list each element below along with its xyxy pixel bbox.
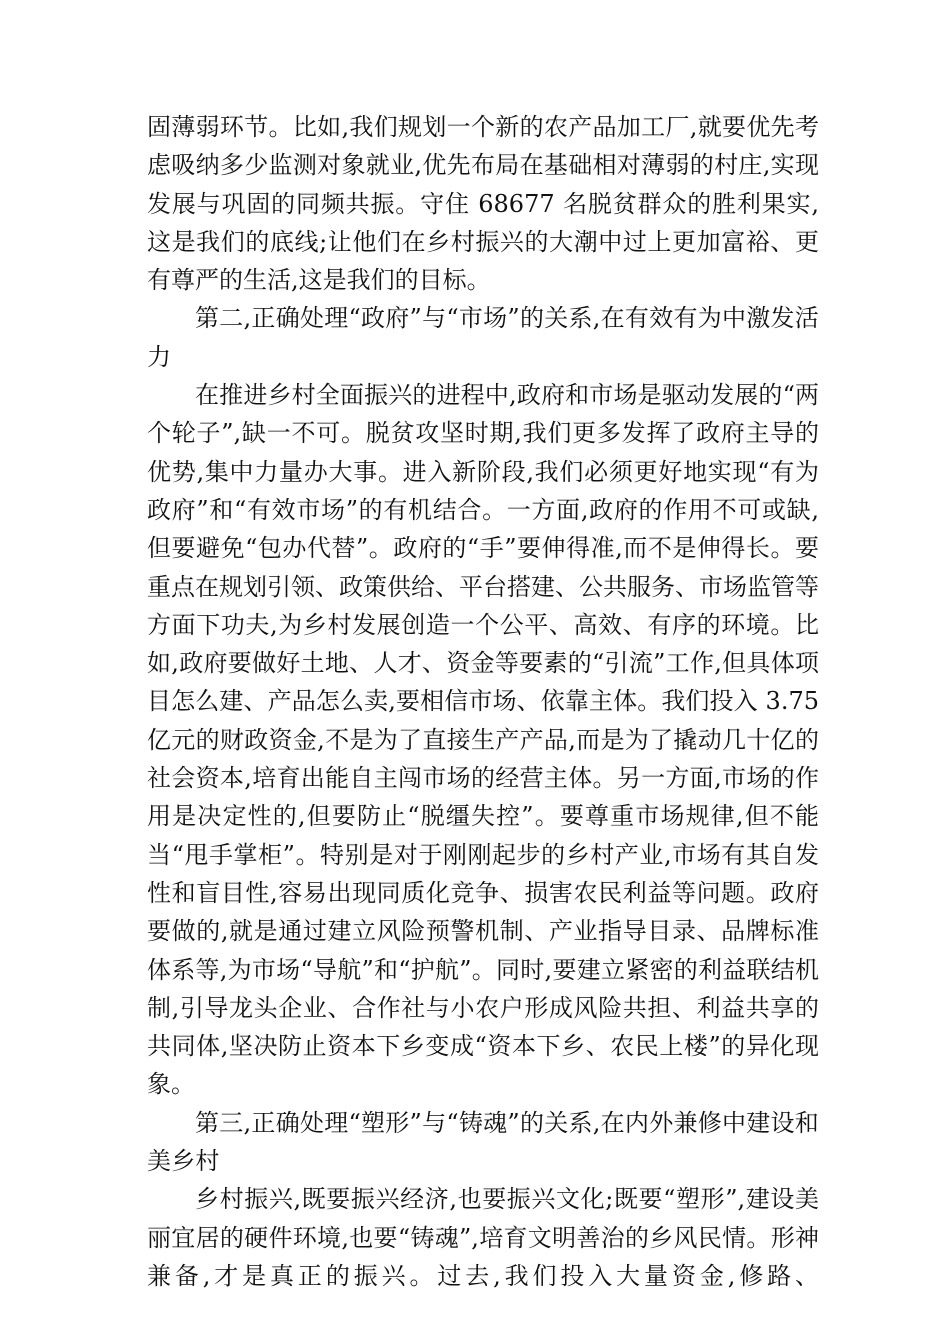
paragraph-consolidation: 固薄弱环节。比如,我们规划一个新的农产品加工厂,就要优先考虑吸纳多少监测对象就业,优先布局在基础相对薄弱的村庄,实现发展与巩固的同频共振。守住 68677 名脱贫群众的胜利果实,这是我们的底线;让他们在乡村振兴的大潮中过上更加富裕、更有尊严的生活,这是我们的目标。 <box>147 113 819 295</box>
document-page <box>147 108 819 1295</box>
paragraph-shape-soul: 乡村振兴,既要振兴经济,也要振兴文化;既要“塑形”,建设美丽宜居的硬件环境,也要“铸魂”,培育文明善治的乡风民情。形神兼备,才是真正的振兴。过去,我们投入大量资金,修路、 <box>147 1185 819 1290</box>
section-heading-shape-soul: 第三,正确处理“塑形”与“铸魂”的关系,在内外兼修中建设和美乡村 <box>147 1108 819 1176</box>
section-heading-government-market: 第二,正确处理“政府”与“市场”的关系,在有效有为中激发活力 <box>147 304 819 371</box>
paragraph-government-market: 在推进乡村全面振兴的进程中,政府和市场是驱动发展的“两个轮子”,缺一不可。脱贫攻坚时期,我们更多发挥了政府主导的优势,集中力量办大事。进入新阶段,我们必须更好地实现“有为政府”和“有效市场”的有机结合。一方面,政府的作用不可或缺,但要避免“包办代替”。政府的“手”要伸得准,而不是伸得长。要重点在规划引领、政策供给、平台搭建、公共服务、市场监管等方面下功夫,为乡村发展创造一个公平、高效、有序的环境。比如,政府要做好土地、人才、资金等要素的“引流”工作,但具体项目怎么建、产品怎么卖,要相信市场、依靠主体。我们投入 3.75 亿元的财政资金,不是为了直接生产产品,而是为了撬动几十亿的社会资本,培育出能自主闯市场的经营主体。另一方面,市场的作用是决定性的,但要防止“脱缰失控”。要尊重市场规律,但不能当“甩手掌柜”。特别是对于刚刚起步的乡村产业,市场有其自发性和盲目性,容易出现同质化竞争、损害农民利益等问题。政府要做的,就是通过建立风险预警机制、产业指导目录、品牌标准体系等,为市场“导航”和“护航”。同时,要建立紧密的利益联结机制,引导龙头企业、合作社与小农户形成风险共担、利益共享的共同体,坚决防止资本下乡变成“资本下乡、农民上楼”的异化现象。 <box>147 381 819 1099</box>
